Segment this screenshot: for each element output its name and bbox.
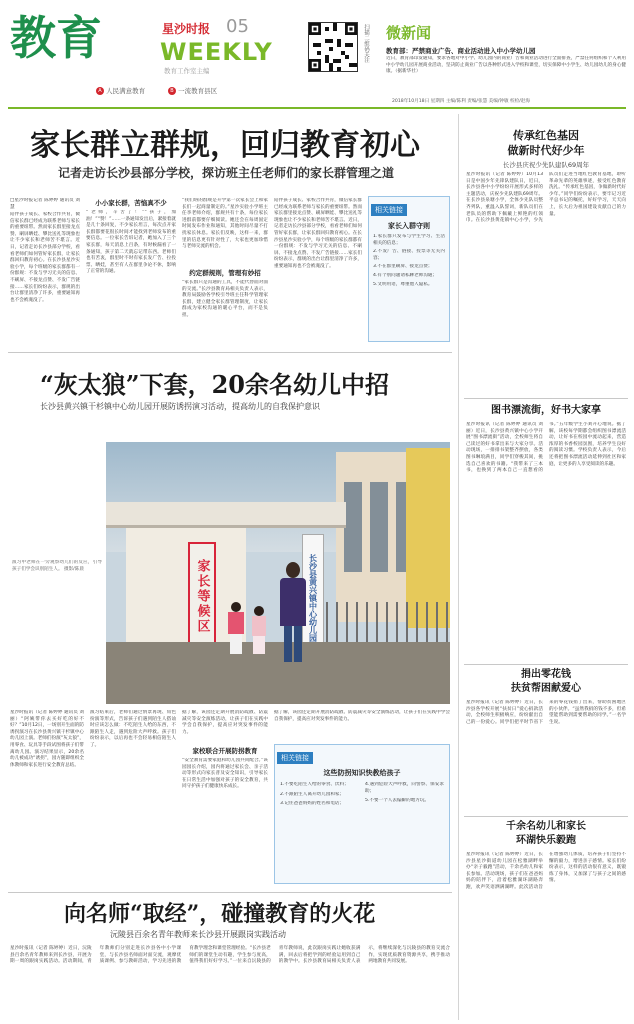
side-1-title: 传承红色基因 做新时代好少年 [507, 129, 585, 157]
micro-news-label: 微新闻 [386, 24, 432, 42]
safety-item: 5.不要一个人去偏僻的地方玩。 [365, 798, 430, 804]
article-1-col3-head: 约定群规则，管理有妙招 [189, 269, 261, 277]
article-1-title: 家长群立群规，回归教育初心 [30, 128, 420, 163]
side-4-title: 千余名幼儿和家长 环湖快乐毅跑 [506, 821, 586, 846]
side-3-body: 星沙时报讯（记者 陈婷婷）近日，长沙县各学校开展“扶贫日”爱心捐款活动，全校师生积极响应，纷纷献出自己的一份爱心。同学们把平时节省下来的零花钱捐了出来，帮助贫困地区的小伙伴。“虽然我捐的钱不多，但希望能帮助到需要帮助的同学。”一名学生说。 [466, 700, 626, 725]
article-2-body-col3: “安全教育需要家庭和幼儿园共同配合。”该园园长介绍，园内将通过家长会、亲子活动等形式向家长普及安全知识，引导家长在日常生活中加强对孩子的安全教育，共同守护孩子们健康快乐成长。 [182, 758, 268, 790]
rules-item: 2.不发广告、链接、投票等无关内容； [373, 249, 445, 261]
article-1-byline: □星沙时报记者 陈婷婷 通讯员 刘慧 [10, 198, 80, 210]
micro-news-title: 教育部：严禁商业广告、商业活动进入中小学幼儿园 [386, 47, 536, 55]
article-3-body: 星沙时报讯（记者 陈婷婷）近日，沅陵县百余名青年教师来到长沙县，开展为期一周的跟岗实践活动。活动期间，青年教师们分别走进长沙县各中小学课堂，与长沙县名师面对面交流，观摩优质课例、参与教研活动，学习先进的教育教学理念和课堂管理经验。“长沙县老师们的课堂生动有趣，学生参与度高，值得我们好好学习。”一位来自沅陵县的青年教师说，此次跟岗实践让她收获满满，回去后将把学到的经验运用到自己的教学中。长沙县教育局相关负责人表示，将继续深化与沅陵县的教育交流合作，实现优质教育资源共享，携手推动两地教育共同发展。 [10, 946, 450, 965]
slogan-2: B 一流教育县区 [168, 86, 217, 95]
rules-item: 5.文明用语，尊重他人隐私。 [373, 281, 433, 287]
micro-news-body: 近日，教育部印发通知，要求各地对中小学、幼儿园内的商业广告和商业活动进行全面排查，严禁任何组织和个人利用中小学幼儿园开展商业活动，坚决防止商业广告以各种形式进入学校和课堂，切实保障中小学生、幼儿园幼儿的身心健康。（据新华社） [386, 56, 626, 75]
column-separator [458, 114, 459, 1020]
safety-item: 2.不跟陌生人离开幼儿园和家； [280, 791, 345, 797]
divider-side-3 [464, 816, 628, 817]
article-1-body-col3b: “家长群只是沟通的工具，不能代替面对面的交流。”长沙县教育局相关负责人表示，教育局鼓励各学校引导班主任科学管理家长群，建立健全家长群管理制度，让家长群成为家校沟通的暖心平台，而不是负担。 [182, 280, 268, 318]
rules-box [368, 196, 450, 342]
issue-number: 05 [226, 16, 249, 37]
rules-item: 4.有个别问题请私聊老师沟通； [373, 272, 438, 278]
safety-item: 3.记住爸爸妈妈的姓名和电话； [280, 801, 345, 807]
circle-b-icon: B [168, 87, 176, 95]
article-2-body-col3-top: 据了解，该园还定期开展消防疏散、防震减灾等安全演练活动，让孩子们在实践中学会自我保护，提高应对突发事件的能力。 [182, 710, 268, 735]
yellow-building [406, 448, 450, 628]
child-figure [226, 602, 246, 654]
waiting-area-banner: 家长等候区 [188, 542, 216, 650]
article-3-title: 向名师“取经”，碰撞教育的火花 [64, 901, 376, 927]
side-3-title: 捐出零花钱 扶贫帮困献爱心 [511, 669, 581, 694]
qr-caption: 扫描二维码关注 [363, 24, 369, 63]
article-1-subtitle: 记者走访长沙县部分学校，探访班主任老师们的家长群管理之道 [58, 166, 395, 180]
article-3-subtitle: 沅陵县百余名青年教师来长沙县开展跟岗实践活动 [110, 930, 286, 939]
editor-label: 教育工作室主编 [164, 67, 210, 75]
article-2-title: “灰太狼”下套，20余名幼儿中招 [40, 370, 390, 399]
date-line: 2018年10月18日 星期四 主编/陈利 责编/张慧 美编/钟敏 校检/赵海 [392, 99, 530, 104]
divider-side-1 [464, 398, 628, 399]
article-2-body-col1: 星沙时报讯（记者 陈婷婷 通讯员 刘丽）“阿姨带你去买好吃的好不好？”10月12日，一场别开生面的防诱拐演习在长沙县黄兴镇干杉镇中心幼儿园上演。老师们扮演“灰太狼”，用零食、玩具等手段试图将孩子们带离幼儿园。演习结果显示，20余名幼儿被成功“诱拐”，园方随即组织全体教师和家长进行安全教育总结。 [10, 710, 84, 768]
masthead-rule [8, 107, 626, 109]
gate-canopy [106, 502, 346, 528]
divider-side-2 [464, 664, 628, 665]
rules-item: 3.不在群里刷屏、接龙点赞； [373, 264, 433, 270]
rules-box-tag: 相关链接 [371, 204, 407, 216]
article-1-body-col4: 陪伴孩子成长、家校合作共育，微信家长群已经成为联系老师与家长的重要纽带。然而家长群里接龙点赞、刷屏晒娃、攀比送礼等现象也让不少家长和老师苦不堪言。近日，记者走访长沙县部分学校，看看老师们如何管好家长群，让家长群回归教育初心。在长沙县星沙实验小学，每个班级的家长群都有一份群规：不发与学习无关的信息、不刷屏、不接龙点赞、不发广告链接……家长们纷纷表示，群规的出台让群里清净了许多，重要通知再也不会被淹没了。 [274, 198, 362, 269]
kindergarten-photo [106, 442, 450, 704]
photo-caption: 演习中老师在一旁观察幼儿们的反应，引导孩子们学会识别陌生人。 摄影/陈晨 [12, 560, 102, 572]
article-2-body-col2: 演习结束后，老师们通过情景再现、角色扮演等形式，告诉孩子们遇到陌生人搭讪时应该怎么做：不吃陌生人给的东西，不跟陌生人走，遇到危险大声呼救。孩子们纷纷表示，以后再也不会轻易相信陌生人了。 [90, 710, 176, 748]
teacher-figure [274, 562, 312, 662]
brand-name: 星沙时报 [162, 22, 211, 36]
safety-item: 4.遇到危险大声呼救，向警察、保安求助； [365, 782, 444, 794]
slogan-1: A 人民满意教育 [96, 86, 145, 95]
article-1-body-col2: “老师，辛苦了！”“孩子，加油！”“赞！”……一条通知发出后，紧接着就是几十条回复，不少家长坦言，每次点开家长群都要花很长时间才能找到老师发布的重要信息。一位家长告诉记者，她加入了三个家长群，每天消息上百条，有时候漏看了一条通知，孩子第二天就忘记带东西。老师们也有苦衷，群里时不时有家长发广告、拉投票、晒娃，甚至有人在群里争论不休，影响了正常的沟通。 [86, 210, 176, 275]
safety-item: 1.不要吃陌生人给的零食、饮料； [280, 782, 349, 787]
child-figure [250, 606, 268, 654]
divider-2 [8, 892, 452, 893]
article-1-body-col1: 陪伴孩子成长、家校合作共育，微信家长群已经成为联系老师与家长的重要纽带。然而家长群里接龙点赞、刷屏晒娃、攀比送礼等现象也让不少家长和老师苦不堪言。近日，记者走访长沙县部分学校，看看老师们如何管好家长群，让家长群回归教育初心。在长沙县星沙实验小学，每个班级的家长群都有一份群规：不发与学习无关的信息、不刷屏、不接龙点赞、不发广告链接……家长们纷纷表示，群规的出台让群里清净了许多，重要通知再也不会被淹没了。 [10, 212, 80, 303]
article-2-subtitle: 长沙县黄兴镇干杉镇中心幼儿园开展防诱拐演习活动，提高幼儿的自我保护意识 [40, 402, 320, 411]
safety-box-title: 这些防拐知识快教给孩子 [323, 769, 401, 777]
rules-box-title: 家长入群守则 [388, 222, 430, 230]
school-sign: 长沙县黄兴镇中心幼儿园 [302, 534, 324, 662]
rules-item: 1.家长群只发布与学生学习、生活相关的信息； [373, 234, 445, 246]
masthead [0, 0, 634, 112]
section-title: 教育 [10, 11, 102, 65]
circle-a-icon: A [96, 87, 104, 95]
side-1-body: 星沙时报讯（记者 陈婷婷）10月13日是中国少年先锋队建队日，近日，长沙县各中小学纷纷开展形式多样的主题活动，庆祝少先队建队69周年。在长沙县泉塘小学，全体少先队员整齐列队，重温入队誓词，新队员们在老队员的帮助下佩戴上鲜艳的红领巾。在长沙县黄花镇中心小学，少先队员们走进当地红色教育基地，聆听革命先辈的英雄事迹，接受红色教育洗礼。“传承红色基因，争做新时代好少年。”同学们纷纷表示，要牢记习近平总书记的嘱托，好好学习，天天向上，长大后为祖国建设贡献自己的力量。 [466, 172, 626, 224]
side-4-body: 星沙时报讯（记者 陈婷婷）近日，长沙县星沙街道幼儿园在松雅湖畔举办“亲子毅跑”活动，千余名幼儿和家长参加。活动现场，孩子们在爸爸妈妈的陪伴下，沿着松雅湖环湖路奔跑，欢声笑语洒满湖畔。此次活动旨在增强幼儿体质，培养孩子们坚持不懈的毅力，增进亲子感情。家长们纷纷表示，这样的活动很有意义，既锻炼了身体，又加深了与孩子之间的感情。 [466, 852, 626, 890]
divider-1 [8, 352, 452, 353]
article-2-col3-head: 家校联合开展防拐教育 [192, 747, 258, 755]
article-1-body-col3: “我们班的群规是开学第一次家长会上和家长们一起商量制定的。”星沙实验小学班主任李老师介绍，群规共有十条，每位家长进群前都要仔细阅读。她还会在每周固定时间发布作业和通知，其他时间尽量不打扰家长休息。家长们反映，这样一来，群里的信息更有针对性了，大家也更加珍惜与老师交流的机会。 [182, 198, 268, 250]
article-1-col2-head: 小小家长群，苦恼真不少 [95, 199, 167, 207]
qr-code[interactable] [308, 22, 358, 72]
safety-box-tag: 相关链接 [277, 752, 313, 764]
safety-box [274, 744, 450, 884]
side-2-body: 星沙时报讯（记者 陈婷婷 通讯员 刘丽）近日，长沙县黄兴镇中心小学开展“图书漂流街”活动，全校师生将自己读过的好书拿出来与大家分享。活动现场，一排排书架整齐摆放，各类图书琳琅满目，同学们穿梭其间，挑选自己喜欢的书籍。“我带来了三本书，也换到了两本自己一直想看的书。”五年级学生小刘开心地说。据了解，该校每学期都会组织图书漂流活动，让好书在校园中流动起来，营造浓厚的书香校园氛围，培养学生良好的阅读习惯。学校负责人表示，今后还将把图书漂流活动延伸到社区和家庭，让更多的人享受阅读的乐趣。 [466, 422, 626, 474]
article-2-body-col4: 据了解，该园还定期开展消防疏散、防震减灾等安全演练活动，让孩子们在实践中学会自我保护，提高应对突发事件的能力。 [274, 710, 450, 722]
side-1-subtitle: 长沙县庆祝少先队建队69周年 [502, 161, 590, 169]
side-2-title: 图书漂流街，好书大家享 [491, 405, 601, 416]
weekly-label: WEEKLY [160, 38, 273, 66]
